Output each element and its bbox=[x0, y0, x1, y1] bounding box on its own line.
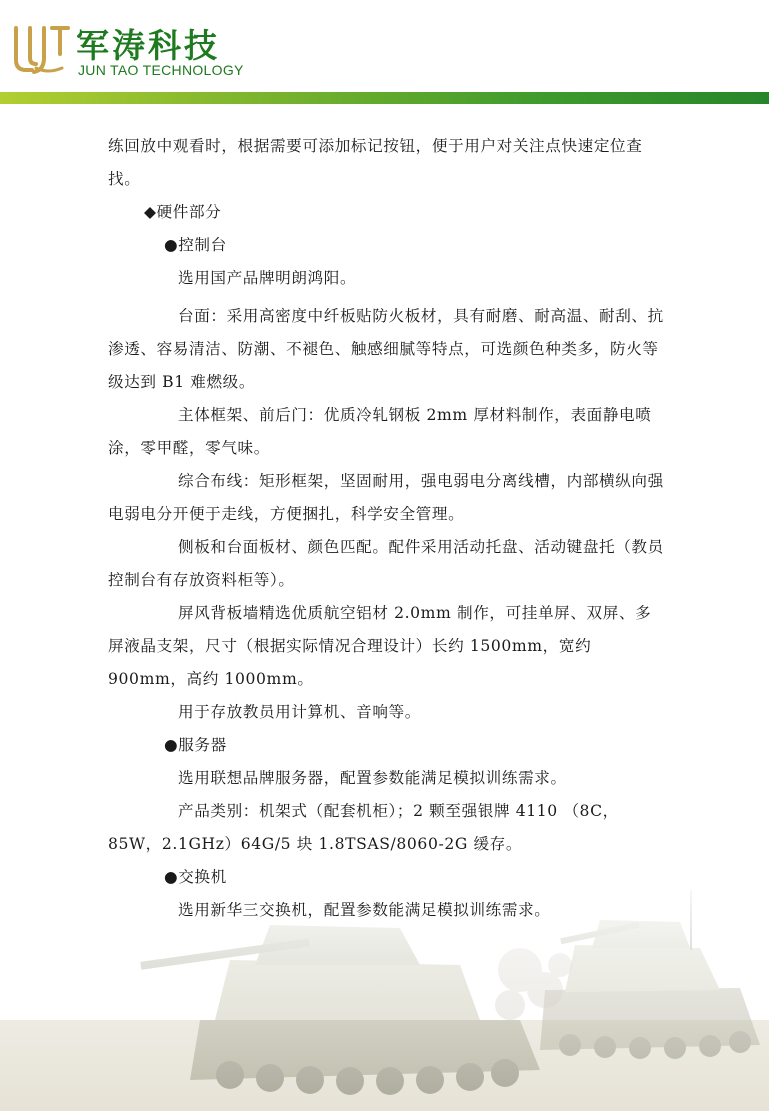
section-heading-hardware: ◆硬件部分 bbox=[144, 203, 222, 221]
paragraph: 主体框架、前后门：优质冷轧钢板 2mm 厚材料制作，表面静电喷涂，零甲醛，零气味。 bbox=[108, 406, 652, 457]
paragraph: 选用新华三交换机，配置参数能满足模拟训练需求。 bbox=[178, 901, 551, 919]
paragraph: 用于存放教员用计算机、音响等。 bbox=[178, 703, 421, 721]
paragraph: 侧板和台面板材、颜色匹配。配件采用活动托盘、活动键盘托（教员控制台有存放资料柜等）。 bbox=[108, 538, 664, 589]
paragraph: 屏风背板墙精选优质航空铝材 2.0mm 制作，可挂单屏、双屏、多屏液晶支架，尺寸（根据实际情况合理设计）长约 1500mm，宽约 900mm，高约 1000mm。 bbox=[108, 604, 652, 688]
page-header bbox=[0, 0, 769, 108]
subheading-server: ●服务器 bbox=[164, 736, 227, 754]
subheading-switch: ●交换机 bbox=[164, 868, 227, 886]
paragraph: 选用国产品牌明朗鸿阳。 bbox=[178, 269, 357, 287]
header-divider-bar bbox=[0, 92, 769, 104]
subheading-console: ●控制台 bbox=[164, 236, 227, 254]
company-logo-icon bbox=[10, 24, 70, 76]
paragraph: 台面：采用高密度中纤板贴防火板材，具有耐磨、耐高温、耐刮、抗渗透、容易清洁、防潮、不褪色、触感细腻等特点，可选颜色种类多，防火等级达到 B1 难燃级。 bbox=[108, 307, 664, 391]
paragraph: 综合布线：矩形框架，坚固耐用，强电弱电分离线槽，内部横纵向强电弱电分开便于走线，方便捆扎，科学安全管理。 bbox=[108, 472, 664, 523]
paragraph: 练回放中观看时，根据需要可添加标记按钮，便于用户对关注点快速定位查找。 bbox=[108, 137, 643, 188]
paragraph: 产品类别：机架式（配套机柜）；2 颗至强银牌 4110 （8C，85W，2.1GHz）64G/5 块 1.8TSAS/8060-2G 缓存。 bbox=[108, 802, 619, 853]
company-name-cn: 军涛科技 bbox=[76, 26, 220, 65]
company-name-en: JUN TAO TECHNOLOGY bbox=[78, 62, 244, 78]
document-body bbox=[108, 130, 664, 927]
paragraph: 选用联想品牌服务器，配置参数能满足模拟训练需求。 bbox=[178, 769, 567, 787]
